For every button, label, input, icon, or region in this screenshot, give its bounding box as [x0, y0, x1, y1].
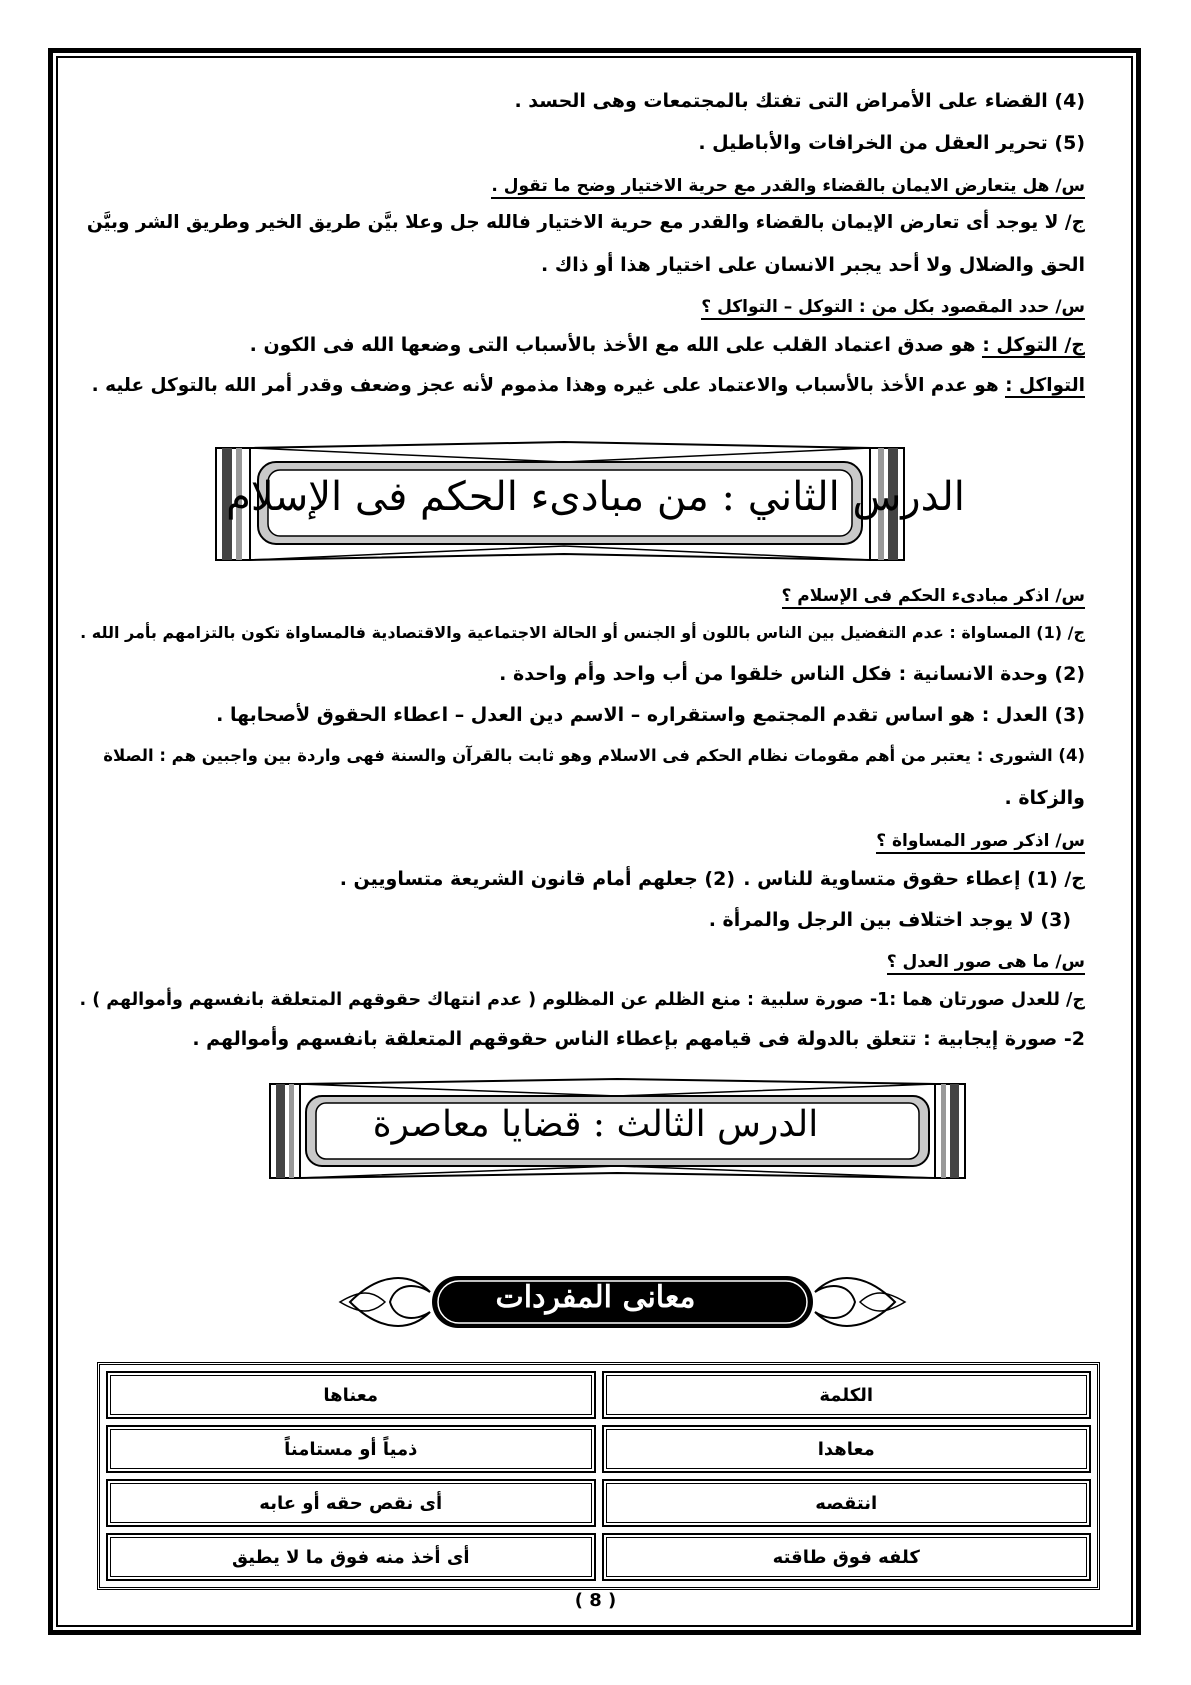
principle-2: (2) وحدة الانسانية : فكل الناس خلقوا من أب واحد وأم واحدة .	[499, 663, 1085, 685]
cell-word: كلفه فوق طاقته	[602, 1533, 1092, 1581]
question-2	[701, 293, 1085, 320]
lesson-3-banner	[0, 1078, 1191, 1183]
question-1-text: س/ هل يتعارض الايمان بالقضاء والقدر مع حرية الاختيار وضح ما تقول .	[491, 176, 1085, 199]
vocab-heading-ornament	[0, 1262, 1191, 1342]
cell-word: انتقصه	[602, 1479, 1092, 1527]
point-5: (5) تحرير العقل من الخرافات والأباطيل .	[698, 132, 1085, 154]
table-row	[106, 1533, 1091, 1581]
lesson-3-title: الدرس الثالث : قضايا معاصرة	[372, 1104, 819, 1145]
question-5	[887, 948, 1085, 975]
principle-3: (3) العدل : هو اساس تقدم المجتمع واستقراره – الاسم دين العدل – اعطاء الحقوق لأصحابها .	[216, 704, 1085, 726]
tawakul-definition: هو عدم الأخذ بالأسباب والاعتماد على غيره وهذا مذموم لأنه عجز وضعف وقدر أمر الله بالتوكل عليه .	[91, 375, 999, 396]
equality-2: (2) جعلهم أمام قانون الشريعة متساويين .	[339, 868, 735, 890]
question-4-text: س/ اذكر صور المساواة ؟	[876, 831, 1085, 854]
equality-1: ج/ (1) إعطاء حقوق متساوية للناس .	[743, 868, 1085, 890]
question-1	[491, 172, 1085, 199]
header-meaning: معناها	[106, 1371, 596, 1419]
tawakkul-definition: هو صدق اعتماد القلب على الله مع الأخذ بالأسباب التى وضعها الله فى الكون .	[249, 334, 976, 356]
principle-4-line-1: (4) الشورى : يعتبر من أهم مقومات نظام الحكم فى الاسلام وهو ثابت بالقرآن والسنة فهى واردة بين واجبين هم : الصلاة	[103, 746, 1085, 765]
answer-1-line-2: الحق والضلال ولا أحد يجبر الانسان على اختيار هذا أو ذاك .	[541, 254, 1085, 276]
tawakul-label: التواكل :	[1005, 375, 1085, 396]
justice-form-1: ج/ للعدل صورتان هما :1- صورة سلبية : منع الظلم عن المظلوم ( عدم انتهاك حقوقهم المتعلقة بانفسهم وأموالهم ) .	[79, 990, 1085, 1010]
header-word: الكلمة	[602, 1371, 1092, 1419]
question-4	[876, 827, 1085, 854]
vocab-table	[97, 1362, 1100, 1590]
point-4: (4) القضاء على الأمراض التى تفتك بالمجتمعات وهى الحسد .	[514, 90, 1085, 112]
question-2-text: س/ حدد المقصود بكل من : التوكل – التواكل ؟	[701, 297, 1085, 320]
answer-1-line-1: ج/ لا يوجد أى تعارض الإيمان بالقضاء والقدر مع حرية الاختيار فالله جل وعلا بيَّن طريق الخير وطريق الشر وبيَّن	[86, 212, 1085, 233]
question-3	[782, 582, 1085, 609]
table-row	[106, 1479, 1091, 1527]
cell-meaning: ذمياً أو مستامناً	[106, 1425, 596, 1473]
vocab-heading: معانى المفردات	[495, 1280, 696, 1315]
cell-word: معاهدا	[602, 1425, 1092, 1473]
table-header-row	[106, 1371, 1091, 1419]
principle-4-line-2: والزكاة .	[1004, 787, 1085, 809]
cell-meaning: أى نقص حقه أو عابه	[106, 1479, 596, 1527]
answer-2-tawakkul	[250, 332, 1085, 358]
page-number: ( 8 )	[574, 1590, 617, 1611]
answer-2-tawakul	[92, 373, 1085, 399]
question-3-text: س/ اذكر مبادىء الحكم فى الإسلام ؟	[782, 586, 1085, 609]
justice-form-2: 2- صورة إيجابية : تتعلق بالدولة فى قيامهم بإعطاء الناس حقوقهم المتعلقة بانفسهم وأموالهم .	[192, 1028, 1085, 1050]
lesson-2-title: الدرس الثاني : من مبادىء الحكم فى الإسلام	[226, 474, 965, 520]
table-row	[106, 1425, 1091, 1473]
tawakkul-label: ج/ التوكل :	[982, 334, 1085, 356]
principle-1: ج/ (1) المساواة : عدم التفضيل بين الناس باللون أو الجنس أو الحالة الاجتماعية والاقتصادية فالمساواة تكون بالتزامهم بأمر الله .	[80, 623, 1085, 642]
equality-3: (3) لا يوجد اختلاف بين الرجل والمرأة .	[708, 909, 1071, 931]
cell-meaning: أى أخذ منه فوق ما لا يطيق	[106, 1533, 596, 1581]
lesson-2-banner	[0, 440, 1191, 565]
question-5-text: س/ ما هى صور العدل ؟	[887, 952, 1085, 975]
